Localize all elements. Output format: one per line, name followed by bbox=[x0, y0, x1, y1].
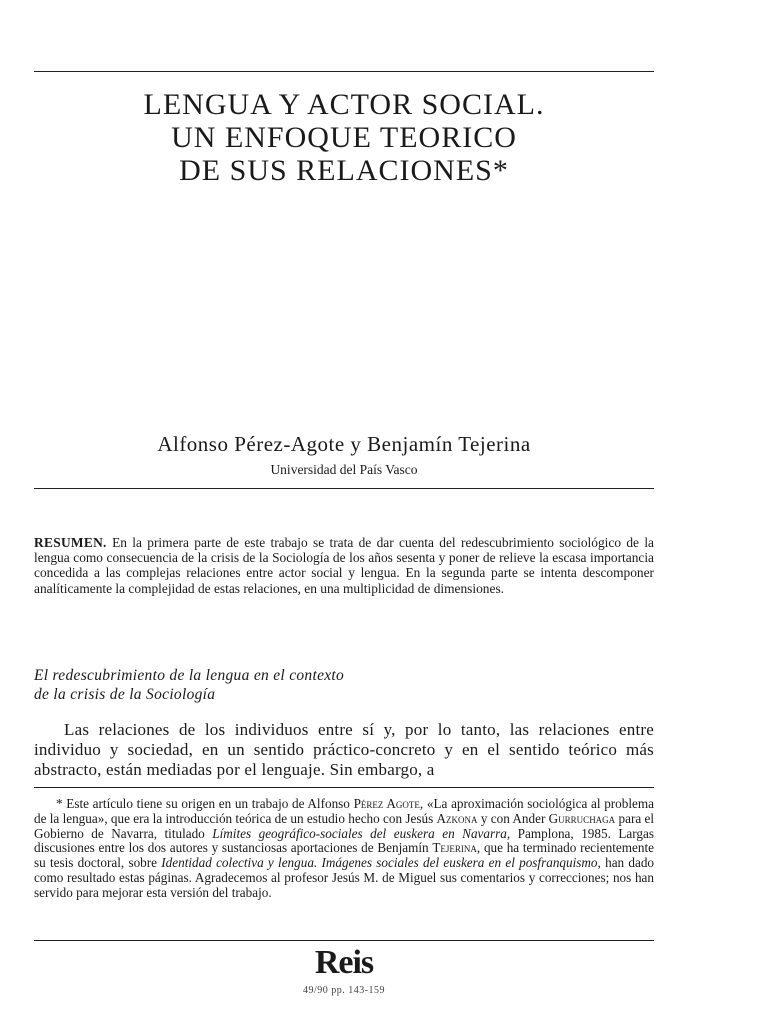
footnote-name-4: Tejerina bbox=[432, 840, 477, 856]
footnote-italic-title-1: Límites geográfico-sociales del euskera en Navarra, bbox=[212, 825, 511, 841]
article-title bbox=[34, 88, 654, 187]
footnote-text-2: , «La aproximación sociológica al problema de la lengua», que era la introducción teórica de un estudio hecho con Jesús bbox=[34, 796, 654, 826]
abstract bbox=[34, 535, 654, 596]
title-line-2: UN ENFOQUE TEORICO bbox=[171, 121, 517, 154]
footnote-italic-title-2: Identidad colectiva y lengua. Imágenes sociales del euskera en el posfranquismo, bbox=[161, 855, 601, 871]
abstract-label: RESUMEN. bbox=[34, 535, 107, 550]
title-line-1: LENGUA Y ACTOR SOCIAL. bbox=[143, 88, 545, 121]
footnote-text-4: para el Gobierno de Navarra, titulado bbox=[34, 810, 655, 841]
top-rule bbox=[34, 71, 654, 72]
footnote-text-3: y con Ander bbox=[480, 810, 546, 826]
footnote-name-1: Pérez Agote bbox=[353, 796, 420, 811]
footnote-text-5: Pamplona, 1985. Largas discusiones entre los dos autores y sustanciosas aportaciones de Benjamín bbox=[34, 825, 654, 856]
footnote-name-3: Gurruchaga bbox=[548, 810, 616, 826]
authors: Alfonso Pérez-Agote y Benjamín Tejerina bbox=[157, 432, 531, 456]
footnote-marker: * bbox=[56, 796, 63, 811]
footnote-text-1: Este artículo tiene su origen en un trabajo de Alfonso bbox=[66, 796, 350, 811]
bottom-rule bbox=[34, 940, 654, 941]
page-range: 49/90 pp. 143-159 bbox=[302, 985, 386, 996]
section-heading-line-1: El redescubrimiento de la lengua en el contexto bbox=[34, 667, 345, 684]
section-heading bbox=[34, 667, 654, 704]
abstract-text: En la primera parte de este trabajo se trata de dar cuenta del redescubrimiento sociológico de la lengua como consecuencia de la crisis de la Sociología de los años sesenta y poner de relieve la escasa importancia concedida a las complejas relaciones entre actor social y lengua. En la segunda parte se intenta descomponer analíticamente la complejidad de estas relaciones, en una multiplicidad de dimensiones. bbox=[34, 535, 654, 596]
footnote bbox=[34, 797, 654, 901]
footnote-text-6: , que ha terminado recientemente su tesis doctoral, sobre bbox=[34, 840, 655, 871]
journal-logo: Reis bbox=[314, 944, 374, 981]
footnote-text-7: han dado como resultado estas páginas. Agradecemos al profesor Jesús M. de Miguel sus comentarios y correcciones; nos han servido para mejorar esta versión del trabajo. bbox=[34, 855, 655, 900]
section-heading-line-2: de la crisis de la Sociología bbox=[34, 685, 216, 703]
footnote-name-2: Azkona bbox=[436, 810, 478, 826]
footnote-rule bbox=[34, 787, 654, 788]
body-paragraph: Las relaciones de los individuos entre sí y, por lo tanto, las relaciones entre individuo y sociedad, en un sentido práctico-concreto y en el sentido teórico más abstracto, están mediadas por el lenguaje. Sin embargo, a bbox=[34, 720, 654, 779]
abstract-top-rule bbox=[34, 488, 654, 489]
title-line-3: DE SUS RELACIONES* bbox=[179, 154, 509, 187]
affiliation: Universidad del País Vasco bbox=[270, 462, 418, 477]
